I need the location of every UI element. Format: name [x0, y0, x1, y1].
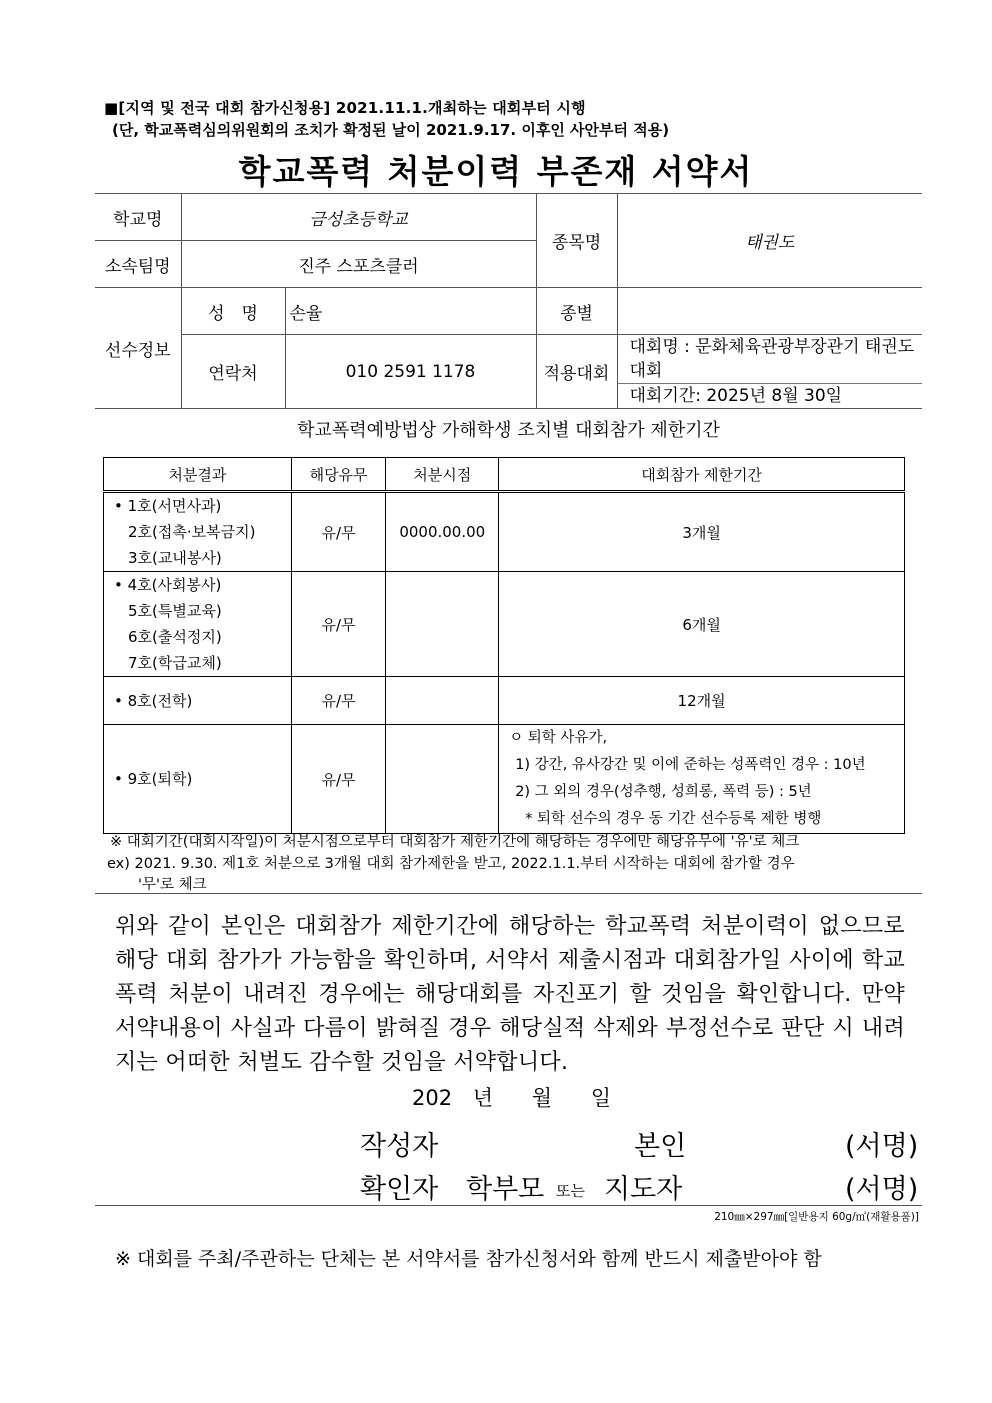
- sanction-date-value: [386, 572, 499, 677]
- col-header-applicable: 해당유무: [291, 458, 386, 492]
- sanction-item: 3호(교내봉사): [128, 549, 222, 567]
- name-label: 성 명: [181, 288, 285, 335]
- sanction-item: • 4호(사회봉사): [114, 576, 222, 594]
- divider: [95, 893, 922, 894]
- document-title: 학교폭력 처분이력 부존재 서약서: [238, 152, 754, 191]
- info-table: [95, 193, 922, 409]
- applicable-value: 유/무: [291, 572, 386, 677]
- date-day: 일: [590, 1086, 612, 1110]
- applicable-value: 유/무: [291, 492, 386, 572]
- note-1: ※ 대회기간(대회시작일)이 처분시점으로부터 대회참가 제한기간에 해당하는 경우에만 해당유무에 '유'로 체크: [110, 834, 800, 850]
- sanction-item: 7호(학급교체): [128, 654, 222, 672]
- sport-label: 종목명: [536, 194, 617, 288]
- expulsion-line: 1) 강간, 유사강간 및 이에 준하는 성폭력인 경우 : 10년: [515, 757, 866, 773]
- date-month: 월: [531, 1086, 553, 1110]
- sanction-table: [103, 457, 905, 834]
- team-value: 진주 스포츠클러: [181, 241, 536, 288]
- confirm-label: 확인자: [360, 1174, 439, 1205]
- confirm-parent: 학부모: [466, 1174, 545, 1205]
- contact-label: 연락처: [181, 335, 285, 409]
- limit-value: 6개월: [499, 572, 905, 677]
- col-header-result: 처분결과: [104, 458, 292, 492]
- expulsion-line: 2) 그 외의 경우(성추행, 성희롱, 폭력 등) : 5년: [515, 784, 812, 800]
- team-label: 소속팀명: [95, 241, 181, 288]
- expulsion-line: * 퇴학 선수의 경우 동 기간 선수등록 제한 병행: [525, 811, 822, 827]
- table-row: [104, 492, 905, 572]
- sanction-date-value: [386, 677, 499, 725]
- divider: [95, 1205, 922, 1206]
- signature-slot-1: (서명): [845, 1131, 919, 1162]
- sanction-item: • 8호(전학): [114, 691, 193, 710]
- table-row: [104, 677, 905, 725]
- sanction-item: • 1호(서면사과): [114, 497, 222, 515]
- sanction-item: 5호(특별교육): [128, 602, 222, 620]
- sanction-item: 2호(접촉·보복금지): [128, 523, 256, 541]
- applicable-value: 유/무: [291, 725, 386, 834]
- col-header-limit: 대회참가 제한기간: [499, 458, 905, 492]
- date-year: 202 년: [412, 1086, 494, 1110]
- event-value: [617, 288, 922, 335]
- declaration-text: 위와 같이 본인은 대회참가 제한기간에 해당하는 학교폭력 처분이력이 없으므로 해당 대회 참가가 가능함을 확인하며, 서약서 제출시점과 대회참가일 사이에 학교폭력 처분이 내려진 경우에는 해당대회를 자진포기 할 것임을 확인합니다. 만약 서약내용이 사실과 다름이 밝혀질 경우 해당실적 삭제와 부정선수로 판단 시 내려지는 어떠한 처벌도 감수할 것임을 서약합니다.: [115, 914, 905, 1075]
- competition-name: 대회명 : 문화체육관광부장관기 태권도대회: [629, 337, 915, 381]
- school-value: 금성초등학교: [181, 194, 536, 241]
- table-row: [104, 725, 905, 834]
- note-3: '무'로 체크: [138, 877, 207, 893]
- sport-value: 태권도: [617, 194, 922, 288]
- limit-value: 12개월: [499, 677, 905, 725]
- footer-note: ※ 대회를 주최/주관하는 단체는 본 서약서를 참가신청서와 함께 반드시 제출받아야 함: [115, 1248, 822, 1270]
- event-label: 종별: [536, 288, 617, 335]
- date-line: [412, 1082, 611, 1112]
- note-2: ex) 2021. 9.30. 제1호 처분으로 3개월 대회 참가제한을 받고, 2022.1.1.부터 시작하는 대회에 참가할 경우: [107, 856, 795, 872]
- competition-period: 대회기간: 2025년 8월 30일: [618, 383, 923, 408]
- header-line-1: ■[지역 및 전국 대회 참가신청용] 2021.11.1.개최하는 대회부터 시행: [104, 99, 586, 117]
- header-line-2: (단, 학교폭력심의위원회의 조치가 확정된 날이 2021.9.17. 이후인 사안부터 적용): [112, 121, 670, 139]
- writer-label: 작성자: [360, 1131, 439, 1162]
- sanction-item: • 9호(퇴학): [114, 770, 193, 788]
- player-info-label: 선수정보: [95, 288, 181, 409]
- limit-value: 3개월: [499, 492, 905, 572]
- sanction-date-value: [386, 725, 499, 834]
- sanction-date-value: 0000.00.00: [386, 492, 499, 572]
- signature-slot-2: (서명): [845, 1174, 919, 1205]
- applicable-value: 유/무: [291, 677, 386, 725]
- confirm-or: 또는: [556, 1182, 585, 1200]
- writer-who: 본인: [634, 1131, 687, 1162]
- col-header-date: 처분시점: [386, 458, 499, 492]
- school-label: 학교명: [95, 194, 181, 241]
- confirm-coach: 지도자: [604, 1174, 683, 1205]
- sanction-item: 6호(출석정지): [128, 628, 222, 646]
- contact-value: 010 2591 1178: [285, 335, 536, 409]
- paper-spec: 210㎜×297㎜[일반용지 60g/㎡(재활용품)]: [714, 1211, 919, 1223]
- name-value: 손율: [285, 288, 536, 335]
- table-row: [104, 572, 905, 677]
- restriction-subtitle: 학교폭력예방법상 가해학생 조치별 대회참가 제한기간: [297, 420, 720, 441]
- competition-label: 적용대회: [536, 335, 617, 409]
- expulsion-line: ㅇ 퇴학 사유가,: [509, 730, 608, 746]
